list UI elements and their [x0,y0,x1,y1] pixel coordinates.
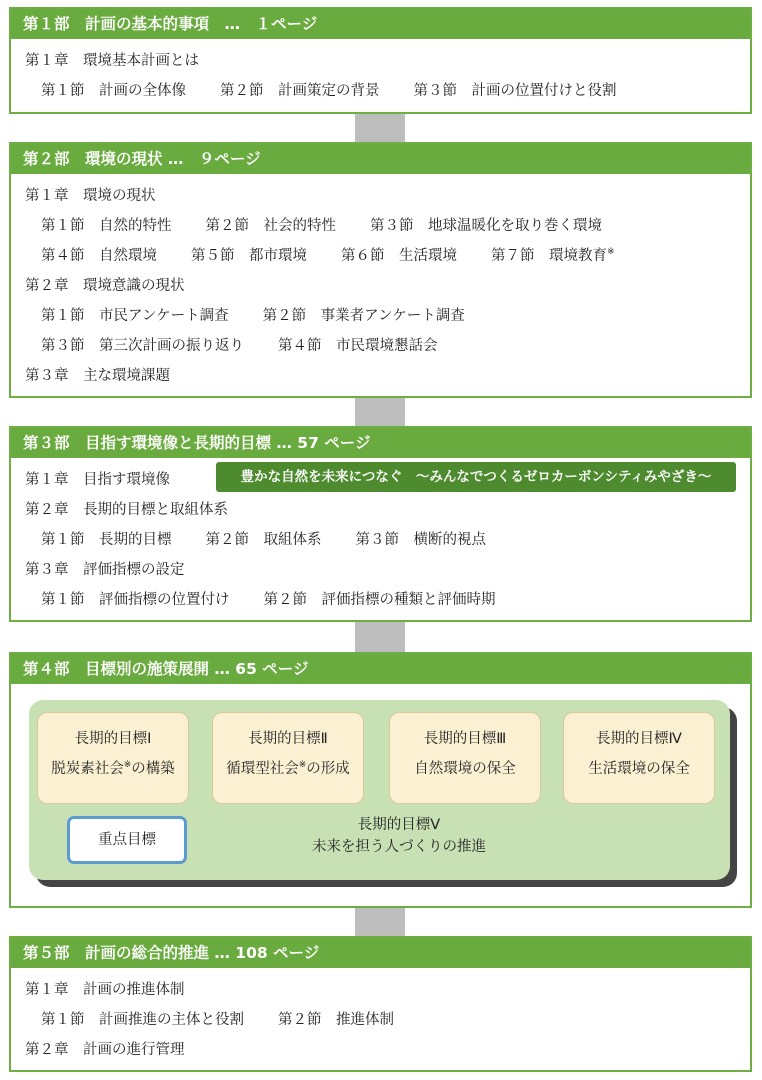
goal-title: 長期的目標Ⅱ [248,731,328,747]
section-label: 第２節 評価指標の種類と評価時期 [263,592,496,608]
part-1-chapter-1 [25,51,199,71]
goal-name: 生活環境の保全 [588,761,690,777]
connector [355,908,405,936]
part-2-chapter-1 [25,186,156,206]
part-5 [9,936,752,1072]
chapter-label: 第３章 主な環境課題 [25,368,170,384]
focus-goal-label: 重点目標 [67,816,187,864]
chapter-label: 第２章 長期的目標と取組体系 [25,502,228,518]
part-2-sections-row-2: 第４節 自然環境 第５節 都市環境 第６節 生活環境 第７節 環境教育※ [41,247,615,264]
part-2-header: 第２部 環境の現状 … ９ページ [11,144,750,174]
part-3-sections-row-2 [41,590,496,610]
goal-name: 未来を担う人づくりの推進 [312,839,486,855]
part-4-header: 第４部 目標別の施策展開 … 65 ページ [11,654,750,684]
section-label: 第１節 長期的目標 [41,532,172,548]
section-label: 第３節 横断的視点 [355,532,486,548]
section-label: 第２節 取組体系 [205,532,322,548]
part-4 [9,652,752,908]
goal-name [38,759,188,779]
note-mark: ※ [298,760,307,771]
long-term-goal-2 [212,712,364,804]
part-5-chapter-1 [25,980,185,1000]
long-term-goal-3 [389,712,541,804]
part-3-sections-row-1 [41,530,486,550]
part-1-sections [41,81,617,101]
section-label: 第５節 都市環境 [191,248,307,264]
goal-name [213,759,363,779]
section-label: 第２節 事業者アンケート調査 [262,308,465,324]
section-label: 第１節 市民アンケート調査 [41,308,229,324]
chapter-label: 第２章 環境意識の現状 [25,278,185,294]
chapter-label: 第３章 評価指標の設定 [25,562,185,578]
part-1 [9,7,752,114]
connector [355,398,405,426]
part-3-chapter-2 [25,500,228,520]
connector [355,622,405,652]
part-2-sections-row-3 [41,306,465,326]
section-label: 第６節 生活環境 [341,248,457,264]
long-term-goal-1 [37,712,189,804]
section-label: 第３節 地球温暖化を取り巻く環境 [370,218,602,234]
section-label: 第１節 評価指標の位置付け [41,592,230,608]
chapter-label: 第２章 計画の進行管理 [25,1042,185,1058]
goal-name-text: の形成 [306,761,350,777]
long-term-goal-5 [209,814,589,858]
goal-title: 長期的目標Ⅰ [74,731,152,747]
part-2-sections-row-1 [41,216,602,236]
section-label: 第３節 第三次計画の振り返り [41,338,244,354]
chapter-label: 第１章 環境の現状 [25,188,156,204]
part-3 [9,426,752,622]
section-label: 第２節 推進体制 [278,1012,394,1028]
part-5-header: 第５部 計画の総合的推進 … 108 ページ [11,938,750,968]
vision-banner: 豊かな自然を未来につなぐ ～みんなでつくるゼロカーボンシティみやざき～ [216,462,736,492]
section-label: 第３節 計画の位置付けと役割 [413,83,617,99]
section-label: 第７節 環境教育 [491,248,607,264]
part-3-chapter-1 [25,470,170,490]
goal-name: 自然環境の保全 [414,761,516,777]
part-3-chapter-3 [25,560,185,580]
section-label: 第２節 計画策定の背景 [220,83,380,99]
goal-name-text: 循環型社会 [226,761,299,777]
chapter-label: 第１章 計画の推進体制 [25,982,185,998]
part-5-sections [41,1010,394,1030]
section-label: 第１節 計画推進の主体と役割 [41,1012,244,1028]
part-2-sections-row-4 [41,336,438,356]
part-2 [9,142,752,398]
section-label: 第４節 市民環境懇話会 [278,338,438,354]
chapter-label: 第１章 環境基本計画とは [25,53,199,69]
section-label: 第１節 自然的特性 [41,218,172,234]
goal-area [29,700,730,880]
goal-title: 長期的目標Ⅴ [357,817,441,833]
part-1-header: 第１部 計画の基本的事項 … １ページ [11,9,750,39]
section-label: 第４節 自然環境 [41,248,157,264]
note-mark: ※ [123,760,132,771]
part-2-chapter-3 [25,366,170,386]
goal-name-text: の構築 [131,761,175,777]
section-label: 第１節 計画の全体像 [41,83,186,99]
part-3-header: 第３部 目指す環境像と長期的目標 … 57 ページ [11,428,750,458]
part-5-chapter-2 [25,1040,185,1060]
goal-name-text: 脱炭素社会 [51,761,124,777]
goal-title: 長期的目標Ⅲ [423,731,507,747]
section-label: 第２節 社会的特性 [205,218,336,234]
connector [355,114,405,142]
part-2-chapter-2 [25,276,185,296]
chapter-label: 第１章 目指す環境像 [25,472,170,488]
goal-title: 長期的目標Ⅳ [596,731,682,747]
long-term-goal-4 [563,712,715,804]
